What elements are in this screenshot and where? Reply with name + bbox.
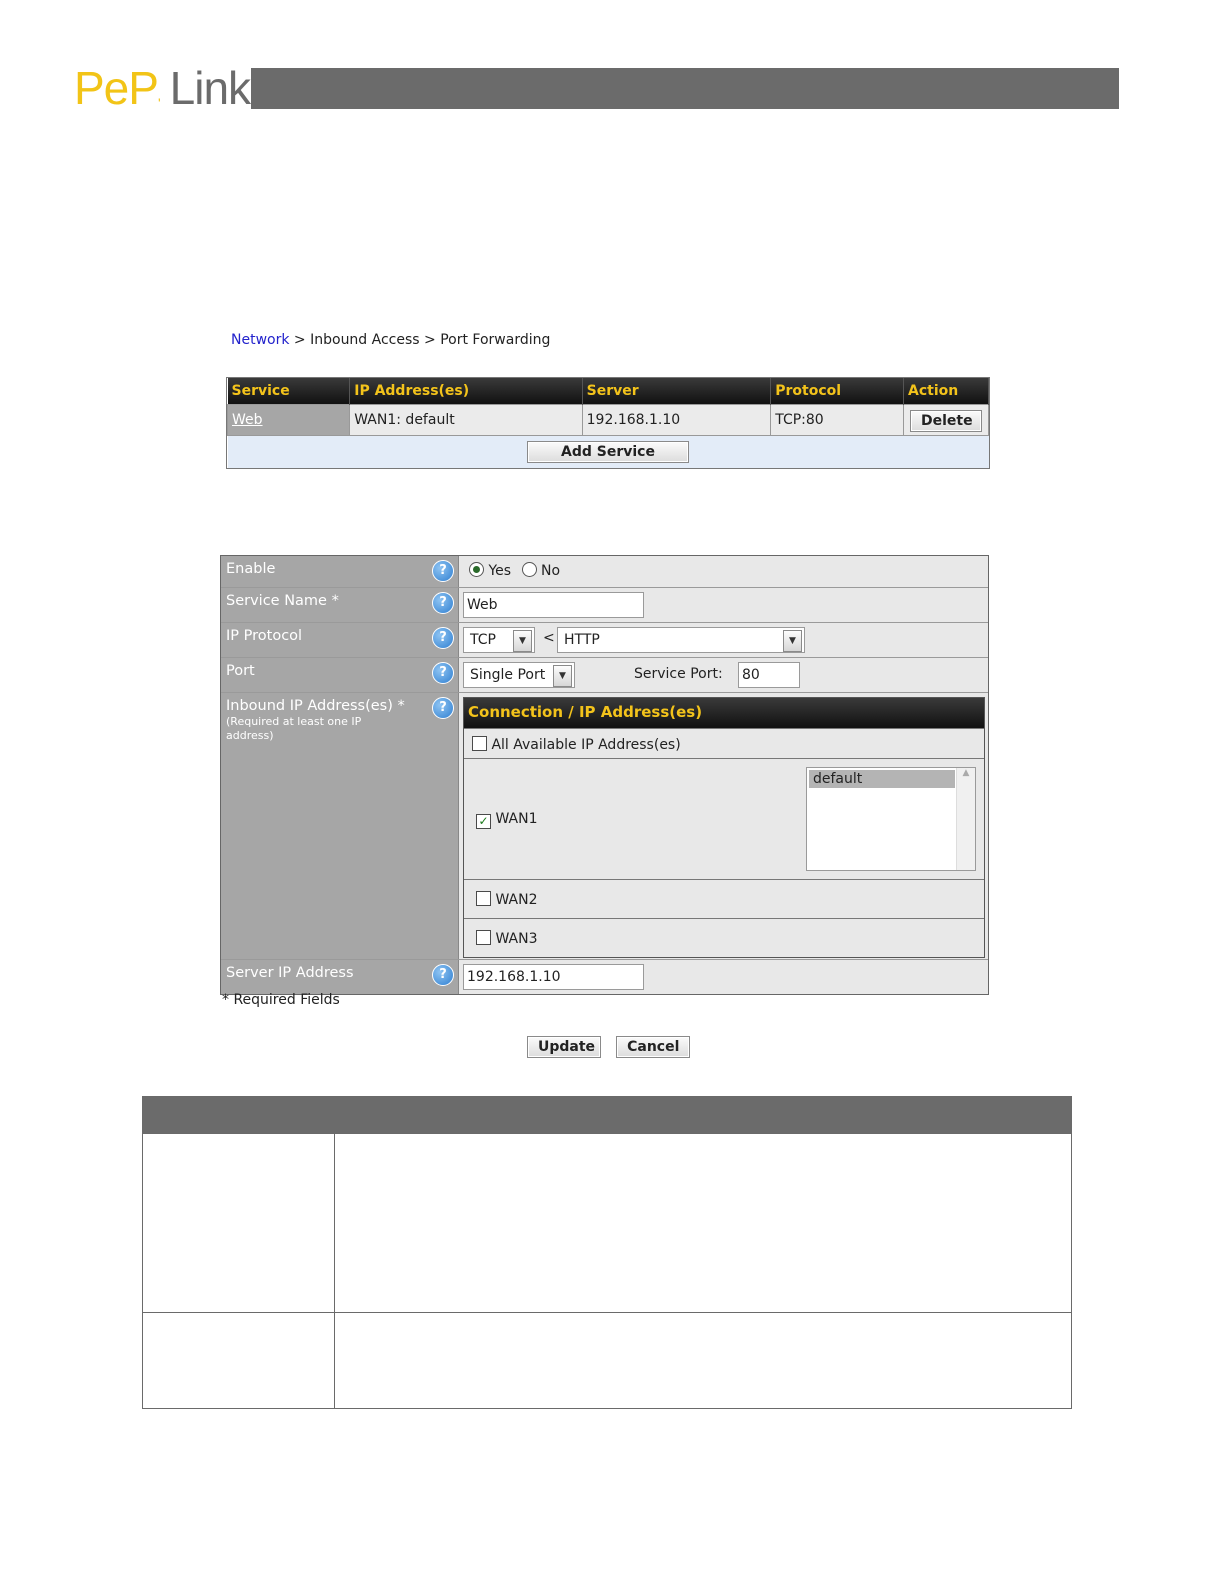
scrollbar[interactable]: ▲ — [956, 768, 975, 870]
protocol-select-value: TCP — [470, 632, 496, 648]
column-header-service: Service — [228, 378, 350, 404]
all-available-checkbox-icon[interactable] — [472, 736, 487, 751]
wan1-checkbox-icon[interactable]: ✓ — [476, 814, 491, 829]
brand-mark: ' — [157, 95, 160, 111]
breadcrumb-current: Port Forwarding — [440, 332, 551, 348]
column-header-protocol: Protocol — [771, 378, 904, 404]
form-row-port — [221, 658, 988, 693]
service-form — [220, 555, 989, 995]
inbound-label-cell — [221, 693, 459, 959]
protocol-separator: < — [543, 630, 555, 646]
help-icon[interactable]: ? — [432, 560, 454, 582]
service-name-value — [459, 588, 988, 622]
required-fields-note: * Required Fields — [222, 992, 340, 1008]
wan2-label[interactable]: WAN2 — [495, 892, 538, 908]
table-row — [143, 1133, 1071, 1312]
protocol-select[interactable] — [463, 627, 535, 653]
ip-protocol-label-cell — [221, 623, 459, 657]
breadcrumb — [231, 332, 550, 348]
breadcrumb-separator: > — [419, 332, 441, 348]
protocol-preset-select[interactable] — [557, 627, 805, 653]
delete-button[interactable]: Delete — [910, 410, 982, 432]
all-available-label[interactable]: All Available IP Address(es) — [491, 737, 681, 753]
wan3-label[interactable]: WAN3 — [495, 931, 538, 947]
form-row-inbound-ip — [221, 693, 988, 960]
wan1-ip-list[interactable] — [806, 767, 976, 871]
table-row — [143, 1312, 1071, 1408]
ip-protocol-label: IP Protocol — [226, 628, 303, 644]
radio-no-label[interactable]: No — [540, 563, 561, 579]
services-table-header — [228, 378, 989, 404]
port-label: Port — [226, 663, 255, 679]
cell-action — [904, 404, 989, 435]
chevron-down-icon[interactable]: ▼ — [513, 630, 532, 652]
wan1-label[interactable]: WAN1 — [495, 811, 538, 827]
port-label-cell — [221, 658, 459, 692]
service-name-label: Service Name * — [226, 593, 339, 609]
wan1-row — [464, 758, 984, 879]
help-icon[interactable]: ? — [432, 592, 454, 614]
breadcrumb-separator: > — [289, 332, 311, 348]
cancel-button[interactable]: Cancel — [616, 1036, 690, 1058]
port-value — [459, 658, 988, 692]
help-icon[interactable]: ? — [432, 697, 454, 719]
server-ip-value — [459, 960, 988, 994]
help-icon[interactable]: ? — [432, 627, 454, 649]
column-header-server: Server — [582, 378, 771, 404]
cell-service — [228, 404, 350, 435]
services-table — [226, 377, 990, 469]
service-port-label: Service Port: — [634, 666, 723, 682]
form-row-ip-protocol — [221, 623, 988, 658]
add-service-button[interactable]: Add Service — [527, 441, 689, 463]
chevron-down-icon[interactable]: ▼ — [553, 665, 572, 687]
column-header-action: Action — [904, 378, 989, 404]
enable-value — [459, 556, 988, 587]
form-row-server-ip — [221, 960, 988, 994]
connection-table — [463, 697, 985, 958]
brand-logo — [74, 62, 251, 114]
service-web-link[interactable]: Web — [232, 411, 263, 428]
server-ip-label-cell — [221, 960, 459, 994]
chevron-down-icon[interactable]: ▼ — [783, 630, 802, 652]
help-icon[interactable]: ? — [432, 964, 454, 986]
wan2-checkbox-icon[interactable] — [476, 891, 491, 906]
table-row — [228, 404, 989, 435]
service-name-input[interactable]: Web — [463, 592, 644, 618]
cell-ip: WAN1: default — [350, 404, 582, 435]
header-bar — [251, 68, 1119, 109]
update-button[interactable]: Update — [527, 1036, 601, 1058]
inbound-value — [459, 693, 988, 959]
cell-protocol: TCP:80 — [771, 404, 904, 435]
description-table-header — [143, 1097, 1071, 1133]
breadcrumb-inbound-access: Inbound Access — [310, 332, 420, 348]
port-mode-select[interactable] — [463, 662, 575, 688]
add-service-row — [228, 435, 989, 468]
brand-name-part1: PeP — [74, 62, 158, 114]
radio-no-icon[interactable] — [522, 562, 537, 577]
server-ip-label: Server IP Address — [226, 965, 354, 981]
service-name-label-cell — [221, 588, 459, 622]
form-row-enable — [221, 556, 988, 588]
help-icon[interactable]: ? — [432, 662, 454, 684]
inbound-sublabel: (Required at least one IP address) — [226, 715, 362, 742]
form-row-service-name — [221, 588, 988, 623]
breadcrumb-network-link[interactable]: Network — [231, 332, 290, 348]
radio-yes-label[interactable]: Yes — [488, 563, 512, 579]
ip-protocol-value — [459, 623, 988, 657]
brand-name-part2: Link — [169, 62, 251, 114]
column-header-ip: IP Address(es) — [350, 378, 582, 404]
cell-server: 192.168.1.10 — [582, 404, 771, 435]
wan2-row — [464, 879, 984, 918]
all-available-row — [464, 728, 984, 758]
connection-table-header: Connection / IP Address(es) — [464, 698, 984, 728]
protocol-preset-value: HTTP — [564, 632, 600, 648]
port-mode-value: Single Port — [470, 667, 546, 683]
inbound-label: Inbound IP Address(es) * — [226, 698, 405, 714]
enable-label-cell — [221, 556, 459, 587]
list-item[interactable]: default — [809, 770, 955, 788]
wan3-checkbox-icon[interactable] — [476, 930, 491, 945]
form-actions — [527, 1036, 690, 1058]
server-ip-input[interactable]: 192.168.1.10 — [463, 964, 644, 990]
radio-yes-icon[interactable] — [469, 562, 484, 577]
description-table — [142, 1096, 1072, 1409]
service-port-input[interactable]: 80 — [738, 662, 800, 688]
wan3-row — [464, 918, 984, 957]
enable-label: Enable — [226, 561, 276, 577]
